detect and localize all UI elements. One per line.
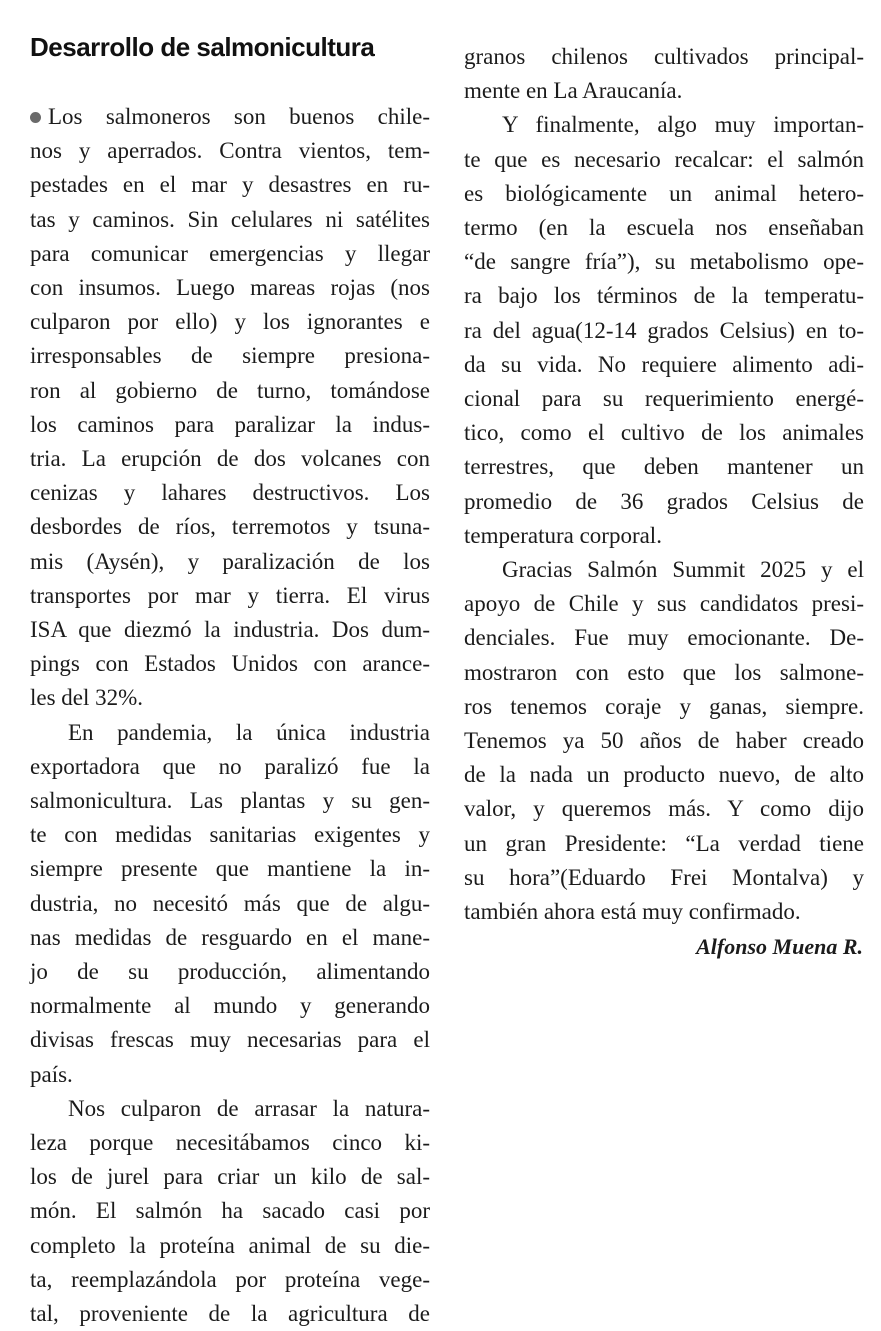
right-line: terrestres, que deben mantener un [464,454,864,480]
left-line: tria. La erupción de dos volcanes con [30,446,430,471]
article-title: Desarrollo de salmonicultura [30,32,375,62]
right-line: un gran Presidente: “La verdad tiene [464,830,864,856]
right-line: mostraron con esto que los salmone- [464,659,864,685]
left-line: ISA que diezmó la industria. Dos dum- [30,617,430,642]
right-line: cional para su requerimiento energé- [464,386,864,411]
left-line: Los salmoneros son buenos chile- [48,104,430,129]
right-line: de la nada un producto nuevo, de alto [464,762,864,788]
right-line: da su vida. No requiere alimento adi- [464,351,864,377]
left-line: En pandemia, la única industria [68,719,430,745]
right-line: valor, y queremos más. Y como dijo [464,796,864,822]
left-line: completo la proteína animal de su die- [30,1232,430,1258]
right-line: denciales. Fue muy emocionante. De- [464,625,864,651]
left-line: salmonicultura. Las plantas y su gen- [30,788,430,813]
right-line: apoyo de Chile y sus candidatos presi- [464,591,864,617]
right-line: te que es necesario recalcar: el salmón [464,146,864,172]
left-line: desbordes de ríos, terremotos y tsuna- [30,514,430,540]
left-line: irresponsables de siempre presiona- [30,343,430,369]
right-line: Y finalmente, algo muy importan- [502,112,864,138]
right-line: mente en La Araucanía. [464,78,683,104]
right-line: granos chilenos cultivados principal- [464,44,864,69]
right-line: temperatura corporal. [464,522,662,548]
left-line: tal, proveniente de la agricultura de [30,1301,430,1326]
right-line: termo (en la escuela nos enseñaban [464,215,864,240]
left-line: país. [30,1061,73,1087]
left-line: tas y caminos. Sin celulares ni satélites [30,206,430,232]
left-line: siempre presente que mantiene la in- [30,856,430,882]
left-line: leza porque necesitábamos cinco ki- [30,1130,430,1155]
left-line: pestades en el mar y desastres en ru- [30,172,430,198]
left-line: pings con Estados Unidos con arance- [30,651,430,677]
left-line: nos y aperrados. Contra vientos, tem- [30,138,430,164]
left-line: nas medidas de resguardo en el mane- [30,924,430,950]
left-line: mis (Aysén), y paralización de los [30,548,430,574]
right-line: “de sangre fría”), su metabolismo ope- [464,249,864,275]
left-line: divisas frescas muy necesarias para el [30,1027,430,1053]
right-line: Tenemos ya 50 años de haber creado [464,728,864,753]
left-line: exportadora que no paralizó fue la [30,753,430,779]
left-line: con insumos. Luego mareas rojas (nos [30,275,430,300]
left-line: les del 32%. [30,685,144,711]
left-line: món. El salmón ha sacado casi por [30,1198,430,1224]
right-line: su hora”(Eduardo Frei Montalva) y [464,864,864,890]
right-line: ra del agua(12-14 grados Celsius) en to- [464,317,864,343]
author-signature: Alfonso Muena R. [696,934,863,959]
left-line: los de jurel para criar un kilo de sal- [30,1164,430,1190]
left-line: los caminos para paralizar la indus- [30,411,430,437]
bullet-icon [30,112,41,123]
right-line: promedio de 36 grados Celsius de [464,488,864,514]
left-line: normalmente al mundo y generando [30,993,430,1019]
left-line: dustria, no necesitó más que de algu- [30,890,430,916]
right-line: es biológicamente un animal hetero- [464,180,864,206]
right-line: ra bajo los términos de la temperatu- [464,283,864,309]
left-line: jo de su producción, alimentando [30,959,430,984]
left-line: ta, reemplazándola por proteína vege- [30,1266,430,1292]
right-line: Gracias Salmón Summit 2025 y el [502,557,864,582]
left-line: Nos culparon de arrasar la natura- [68,1095,430,1121]
left-line: cenizas y lahares destructivos. Los [30,480,430,506]
left-line: para comunicar emergencias y llegar [30,240,430,266]
right-line: también ahora está muy confirmado. [464,899,801,924]
left-line: te con medidas sanitarias exigentes y [30,822,430,848]
left-line: culparon por ello) y los ignorantes e [30,309,430,335]
left-line: ron al gobierno de turno, tomándose [30,377,430,403]
right-line: tico, como el cultivo de los animales [464,420,864,446]
left-line: transportes por mar y tierra. El virus [30,582,430,608]
right-line: ros tenemos coraje y ganas, siempre. [464,693,864,719]
